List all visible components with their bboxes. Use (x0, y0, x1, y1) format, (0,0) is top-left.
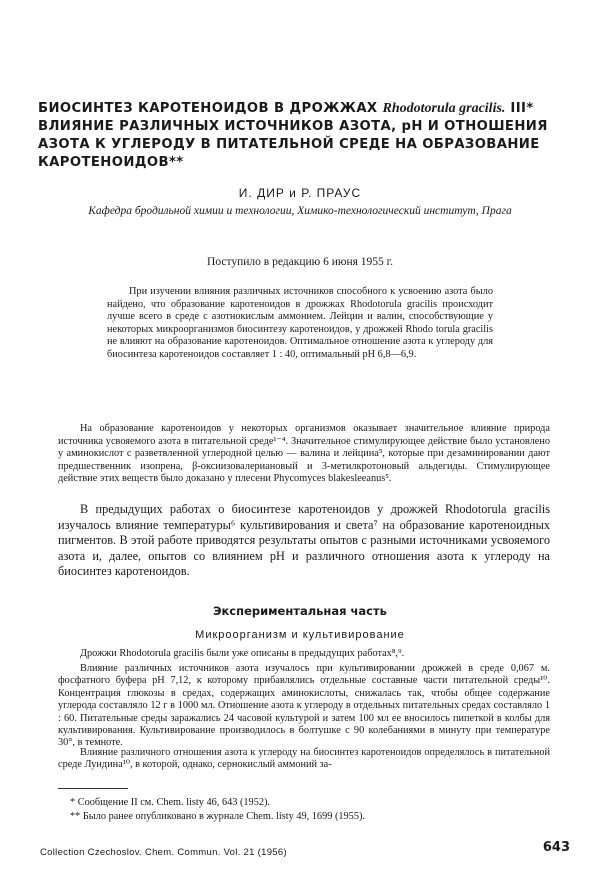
body-paragraph: Влияние различных источников азота изучалось при культивировании дрожжей в среде 0,067 м. фосфатного буфера pH 7,12, к которому прибавлялись отдельные составные части питательной среды¹⁰. Концентрация глюкозы в средах, содержащих аминокислоты, снижалась так, чтобы общее содержание углерода составляло 12 г в 1000 мл. Отношение азота к углероду в отдельных питательных средах составляло 1 : 60. Питательные среды заражались 24 часовой культурой и затем 100 мл ее вносилось пипеткой в колбы для культивирования. Культивирование производилось в болтушке с 90 колебаниями в минуту при температуре 30°, в темноте. (58, 663, 550, 749)
page-number: 643 (542, 840, 570, 855)
title-part-2: III* ВЛИЯНИЕ РАЗЛИЧНЫХ ИСТОЧНИКОВ АЗОТА, pH И ОТНОШЕНИЯ АЗОТА К УГЛЕРОДУ В ПИТАТЕЛЬНОЙ СРЕДЕ НА ОБРАЗОВАНИЕ КАРОТЕНОИДОВ** (38, 101, 548, 170)
received-date: Поступило в редакцию 6 июня 1955 г. (207, 256, 393, 268)
title-part-1: БИОСИНТЕЗ КАРОТЕНОИДОВ В ДРОЖЖАХ (38, 101, 383, 116)
previous-work-paragraph: В предыдущих работах о биосинтезе каротеноидов у дрожжей Rhodotorula gracilis изучалось влияние температуры⁶ культивирования и света⁷ на образование каротеноидных пигментов. В этой работе приводятся результаты опытов с разными источниками усвояемого азота и, далее, опытов со влиянием pH и различного отношения азота к углероду на биосинтез каротеноидов. (58, 502, 550, 578)
abstract: При изучении влияния различных источников способного к усвоению азота было найдено, что образование каротеноидов в дрожжах Rhodotorula gracilis происходит лучше всего в среде с азотнокислым аммонием. Лейцин и валин, способствующие у некоторых микроорганизмов биосинтезу каротеноидов, у дрожжей Rhodo torula gracilis не влияют на образование каротеноидов. Оптимальное отношение азота к углероду для биосинтеза каротеноидов составляет 1 : 40, оптимальный pH 6,8—6,9. (107, 286, 493, 360)
body-paragraph: Влияние различного отношения азота к углероду на биосинтез каротеноидов определялось в питательной среде Лундина¹⁰, в которой, однако, сернокислый аммоний за- (58, 747, 550, 771)
section-heading: Экспериментальная часть (213, 604, 387, 618)
authors: И. ДИР и Р. ПРАУС (238, 186, 362, 200)
journal-footer: Collection Czechoslov. Chem. Commun. Vol. 21 (1956) (40, 847, 287, 858)
footnote: ** Было ранее опубликовано в журнале Chem. listy 49, 1699 (1955). (70, 811, 365, 822)
affiliation: Кафедра бродильной химии и технологии, Химико-технологический институт, Прага (88, 205, 512, 217)
subsection-heading: Микроорганизм и культивирование (195, 629, 405, 641)
footnote-divider (58, 788, 128, 789)
footnote: * Сообщение II см. Chem. listy 46, 643 (1952). (70, 797, 271, 808)
article-title (38, 100, 566, 172)
intro-paragraph: На образование каротеноидов у некоторых организмов оказывает значительное влияние природа источника усвояемого азота в питательной среде¹⁻⁴. Значительное стимулирующее действие было установлено у аминокислот с разветвленной углеродной целью — валина и лейцина⁵, которые при дезаминировании дают предшественник изопрена, β-оксиизовалериановый и 3-метилкротоновый альдегиды. Стимулирующее действие этих веществ было доказано у плесени Phycomyces blakesleeanus⁵. (58, 423, 550, 485)
body-paragraph: Дрожжи Rhodotorula gracilis были уже описаны в предыдущих работах⁸,⁹. (80, 648, 405, 659)
title-species: Rhodotorula gracilis. (382, 101, 506, 116)
